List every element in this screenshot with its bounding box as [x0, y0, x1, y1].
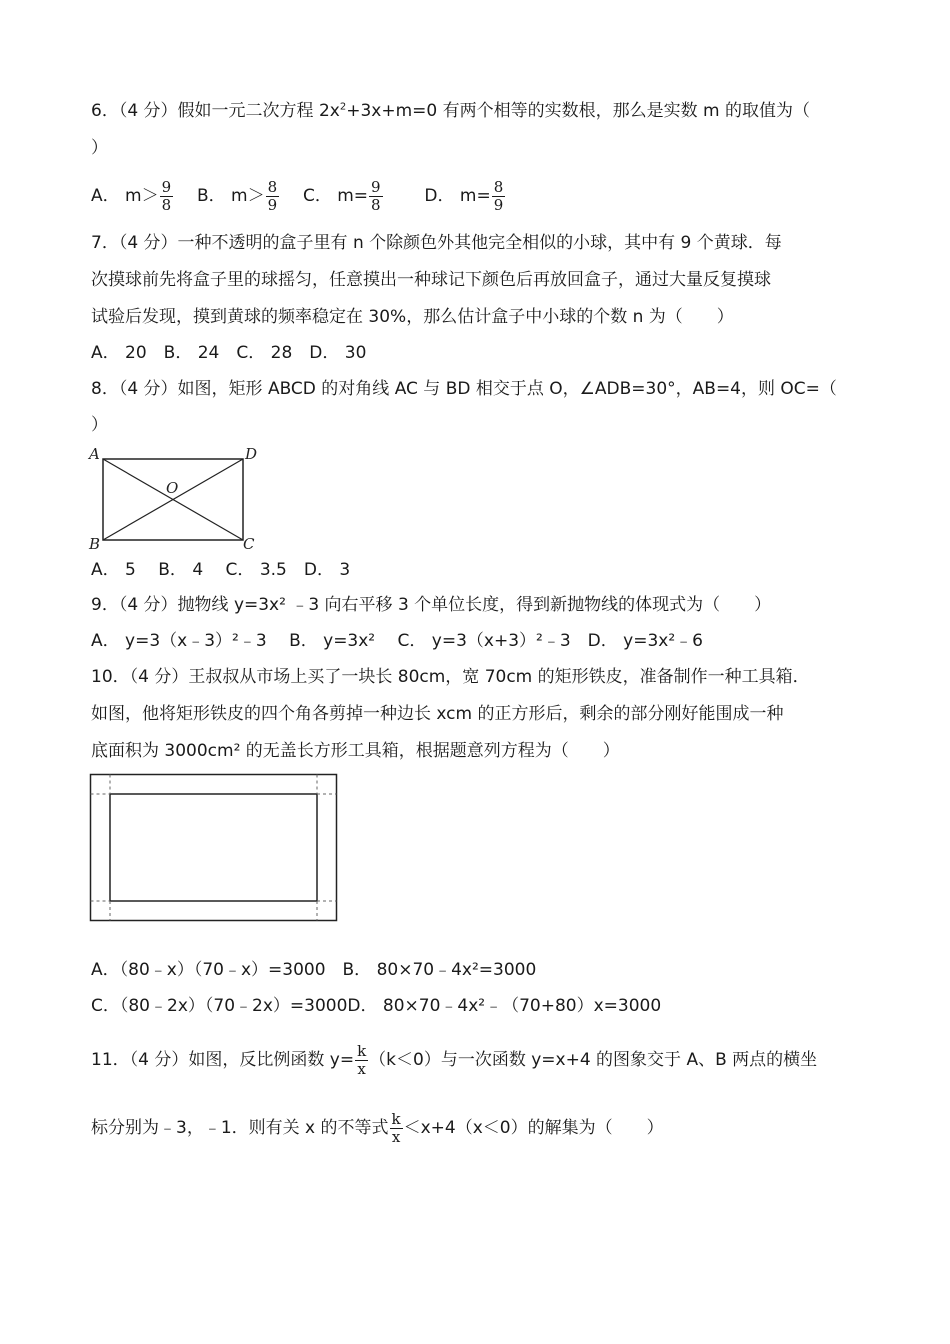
q10-line2: 如图，他将矩形铁皮的四个角各剪掉一种边长 xcm 的正方形后，剩余的部分刚好能围成一种	[91, 704, 784, 724]
q6-options	[91, 177, 506, 215]
q6-option-b[interactable]: B． m＞ $\frac{8}{9}$	[196, 177, 278, 214]
q8-options[interactable]: A． 5 B． 4 C． 3.5 D． 3	[91, 560, 351, 580]
q6-option-c[interactable]: C． m= $\frac{9}{8}$	[302, 177, 381, 214]
q11-line1: 11．（4 分）如图，反比例函数 y= $\frac{k}{x}$ （k＜0）与一次函数 y=x+4 的图象交于 A、B 两点的横坐	[91, 1041, 818, 1078]
q7-options[interactable]: A． 20 B． 24 C． 28 D． 30	[91, 343, 367, 363]
q8-line1: 8．（4 分）如图，矩形 ABCD 的对角线 AC 与 BD 相交于点 O，∠ADB=30°，AB=4，则 OC=（	[91, 379, 837, 399]
q6-stem-end: ）	[91, 138, 108, 158]
label-d: D	[245, 445, 258, 463]
q9-line1: 9．（4 分）抛物线 y=3x² ﹣3 向右平移 3 个单位长度，得到新抛物线的体现式为（ ）	[91, 595, 772, 615]
q10-metal-sheet-figure	[89, 773, 339, 923]
label-b: B	[89, 535, 101, 553]
q11-line2: 标分别为﹣3，﹣1．则有关 x 的不等式 $\frac{k}{x}$ ＜x+4（x＜0）的解集为（ ）	[91, 1109, 664, 1146]
outer-sheet	[91, 775, 337, 921]
q6-option-a[interactable]: A． m＞ $\frac{9}{8}$	[91, 177, 172, 214]
q10-line1: 10．（4 分）王叔叔从市场上买了一块长 80cm，宽 70cm 的矩形铁皮，准备制作一种工具箱．	[91, 667, 810, 687]
fraction-k-over-x-2: $\frac{k}{x}$	[391, 1109, 401, 1146]
q6-stem: 6．（4 分）假如一元二次方程 $2x^2+3x+m=0$ 有两个相等的实数根，那么是实数 m 的取值为（	[91, 101, 810, 121]
q9-options[interactable]: A． y=3（x﹣3）²﹣3 B． y=3x² C． y=3（x+3）²﹣3 D． y=3x²﹣6	[91, 631, 703, 651]
cut-lines	[91, 775, 337, 921]
inner-base	[110, 794, 317, 901]
q8-line2: ）	[91, 415, 108, 435]
q6-option-d[interactable]: D． m= $\frac{8}{9}$	[424, 177, 504, 214]
q10-line3: 底面积为 3000cm² 的无盖长方形工具箱，根据题意列方程为（ ）	[91, 741, 620, 761]
q10-options-cd[interactable]: C．（80﹣2x）（70﹣2x）=3000D． 80×70﹣4x²﹣（70+80）x=3000	[91, 996, 662, 1016]
q7-line2: 次摸球前先将盒子里的球摇匀，任意摸出一种球记下颜色后再放回盒子，通过大量反复摸球	[91, 270, 771, 290]
q7-line3: 试验后发现，摸到黄球的频率稳定在 30%，那么估计盒子中小球的个数 n 为（ ）	[91, 307, 734, 327]
q10-options-ab[interactable]: A．（80﹣x）（70﹣x）=3000 B． 80×70﹣4x²=3000	[91, 960, 537, 980]
label-c: C	[243, 535, 255, 553]
q8-rectangle-figure	[86, 444, 266, 554]
label-o: O	[166, 479, 179, 497]
label-a: A	[89, 445, 100, 463]
q7-line1: 7．（4 分）一种不透明的盒子里有 n 个除颜色外其他完全相似的小球，其中有 9 个黄球．每	[91, 233, 782, 253]
fraction-k-over-x: $\frac{k}{x}$	[357, 1041, 367, 1078]
